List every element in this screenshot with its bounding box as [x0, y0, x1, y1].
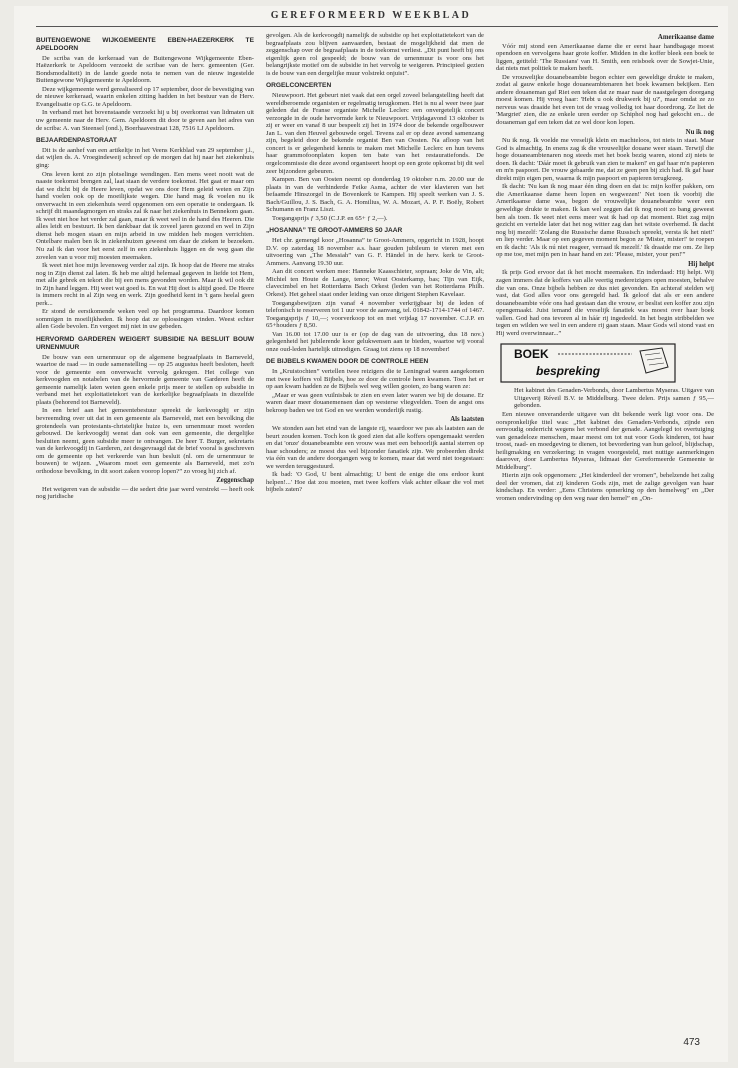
- paragraph: „Maar er was geen vuilnisbak te zien en even later waren we bij de douane. Er waren daar meer douanemensen dan op westerse vliegvelden. Toen de angst ons bekroop baden we tot God en we werden wonderlijk rustig.: [266, 391, 484, 414]
- paragraph: De bouw van een urnenmuur op de algemene begraafplaats in Barneveld, waartoe de raad — in oude samenstelling — op 25 augustus heeft besloten, heeft voor de gemeente een onverwacht vervolg gekregen. Het college van kerkvoogden en notabelen van de hervormde gemeente van Garderen heeft de gemeente namelijk laten weten geen enkele prijs meer te stellen op subsidie in verband met het exploitatietekort van de kerkelijke begraafplaats in diezelfde plaats (behorend tot Barneveld).: [36, 353, 254, 406]
- paragraph: gevolgen. Als de kerkvoogdij namelijk de subsidie op het exploitatietekort van de begraafplaats zou blijven aanvaarden, bestaat de mogelijkheid dat men de zeggenschap over de begraafplaats in de toekomst verliest. „Dit punt heeft bij ons eigenlijk geen rol gespeeld; de bouw van de urnenmuur is voor ons het belangrijkste motief om de subsidie in het vervolg te weigeren. Principieel gezien is de bouw van een dergelijke muur volstrekt onjuist”.: [266, 32, 484, 77]
- boekbespreking-logo: [500, 343, 676, 383]
- article-title-orgelconcerten: ORGELCONCERTEN: [266, 82, 332, 90]
- paragraph: Ons leven kent zo zijn plotselinge wendingen. Een mens weet nooit wat de naaste toekomst brengen zal, laat staan de verdere toekomst. Het gaat er maar om dat we dicht bij de Heere leven, opdat we ons door Hem geleid weten en Zijn hand voelen ook op de moeilijkste wegen. Die hand mag ik voelen nu ik onverwacht in een ziekenhuis werd opgenomen om een operatie te ondergaan. Ik schrijf dit maandagmorgen en straks zal ik naar het ziekenhuis in Bennekom gaan. Ik weet niet hoe het verder zal gaan, maar ik weet wel in de hand des Heeren. Die alles leidt en bestuurt. Ik ben dankbaar dat ik zoveel jaren gezond en wel in Zijn dienst heb mogen staan en mijn arbeid in uw midden heb mogen verrichten. Ontelbare malen ben ik in ziekenhuizen geweest om daar de zieken te bezoeken. Nu zal ik dan voor het eerst zelf in een ziekenhuis liggen en de weg gaan die zovelen van u voor mij moesten meemaken.: [36, 170, 254, 261]
- paragraph: De vrouwelijke douanebeambte begon echter een geweldige drukte te maken, zodat al gauw enkele hoge douaneambtenaren het boek kwamen bekijken. Een andere douaneman gaf Riet een teken dat ze maar naar de naastgelegen doorgang moest komen. Hij vroeg haar: 'Hebt u ook drukwerk bij u?', maar omdat ze zo nerveus was draaide het even tot de vraag volledig tot haar doordrong. Ze liet de 'Margriet' zien, die ze enkele uren eerder op Schiphol nog had gekocht en... de douaneman gaf een teken dat ze wel door kon lopen.: [496, 73, 714, 127]
- paragraph: Vóór mij stond een Amerikaanse dame die er eerst haar handbagage moest opendoen en vervolgens haar grote koffer. Midden in die koffer bleek een boek te liggen, getiteld: 'The Russians' van H. Smith, een reisboek over de Sowjet-Unie, dat niets met politiek te maken heeft.: [496, 42, 714, 73]
- paragraph: Deze wijkgemeente werd gerealiseerd op 17 september, door de bevestiging van de nieuwe kerkeraad, waarin enkelen zitting hadden in het bestuur van de Herv. Evangelisatie op G.G. te Apeldoorn.: [36, 85, 254, 108]
- subheading: Amerikaanse dame: [657, 34, 714, 41]
- paragraph: Het chr. gemengd koor „Hosanna” te Groot-Ammers, opgericht in 1928, hoopt D.V. op zaterdag 18 november a.s. haar gouden jubileum te vieren met een uitvoering van „The Messiah” van G. F. Händel in de herv. kerk te Groot-Ammers. Aanvang 19.30 uur.: [266, 237, 484, 267]
- subheading: Hij helpt: [688, 260, 714, 268]
- paragraph: Hierin zijn ook opgenomen: „Het kinderdeel der vromen”, behelzende het zalig deel der vromen, dat zij kinderen Gods zijn, met de zalige gevolgen van haar kindschap. En verder: „Eens Christens opmerking op den hemelweg” en „Der vromen ondervinding op den weg naar den hemel” en „On-: [496, 472, 714, 502]
- column-3: [496, 32, 714, 504]
- paragraph: Een nieuwe onveranderde uitgave van dit bekende werk ligt voor ons. De oorspronkelijke titel was: „Het kabinet des Genaden-Verbonds, zijnde een eenvoudig onderricht wegens het verbond der genade. Aangelegd tot overtuiging van genadeloze menschen, maar meest om tot nut voor Gods kinderen, tot haar troost, raad- en moedgeving te dienen, tot bevordering van hun geloof, blijdschap, heiligmaking en verzekering; in vragen voorgesteld, met nuttige aanmerkingen daarover, door Lambertus Myseras, lidmaat der Gereformeerde Gemeente te Middelburg”.: [496, 410, 714, 471]
- paragraph: Er stond de eerstkomende weken veel op het programma. Daardoor komen sommigen in moeilijkheden. Ik hoop dat ze oplossingen vinden. Weest echter allen Gode bevolen. En vergeet mij niet in uw gebeden.: [36, 308, 254, 331]
- paragraph: Het weigeren van de subsidie — die sedert drie jaar werd verstrekt — heeft ook nog juridische: [36, 485, 254, 501]
- newspaper-page: [14, 6, 728, 1062]
- masthead: GEREFORMEERD WEEKBLAD: [270, 10, 472, 21]
- paragraph: Toegangsbewijzen zijn vanaf 4 november verkrijgbaar bij de leden of telefonisch te reserveren tot 1 uur voor de aanvang, tel. 01842-1714-1744 of 1467. Toegangsprijs ƒ 10,—; voorverkoop tot en met vrijdag 17 november. C.J.P. en 65+houders ƒ 8,50.: [266, 299, 484, 330]
- paragraph: Toegangsprijs ƒ 3,50 (C.J.P. en 65+ ƒ 2,—).: [272, 214, 388, 222]
- article-title-garderen: HERVORMD GARDEREN WEIGERT SUBSIDIE NA BESLUIT BOUW URNENMUUR: [36, 335, 254, 351]
- paragraph: Ik dacht: 'Nu kan ik nog maar één ding doen en dat is: mijn koffer pakken, om die Amerikaanse dame heen lopen en wegwezen!' Net toen ik voorbij die Amerikaanse dame was, begon de vrouwelijke douanebeambte weer een geweldige drukte te maken. Ik kan wel zeggen dat ik nog nooit zo bang geweest ben als toen. Ik weet niet eens meer wat ik had op dat moment. Riet zag mijn gezicht en vertelde later dat het nog witter zag dan het witste overhemd. Ik dacht nog bij mezelf: 'Zolang die Russische dame Russisch spreekt, versta ik het niet!' en liep verder. Maar op een gegeven moment begon ze 'Mister, mister!' te roepen en ik dacht: 'Als ik nú niet reageer, verraad ik mezelf.' Ik draaide me om. Ze liep op me toe, met mijn pen in haar hand en zei: 'Please, mister, your pen!'”: [496, 183, 714, 259]
- paragraph: In een brief aan het gemeentebestuur spreekt de kerkvoogdij er zijn bevreemding over uit dat in een gemeente als Barneveld, met een bevolking die grotendeels van protestants-christelijke huize is, een urnenmuur moet worden gebouwd. De kerkvoogdij wenst dan ook van een gemeente, die dergelijke besluiten neemt, geen subsidie meer te ontvangen. De heer T. Burger, sekretaris van de kerkvoogdij in Garderen, zei desgevraagd dat de brief vooral is geschreven om de gemeente op het verkeerde van hun besluit (nl. om de urnenmuur te bouwen) te wijzen. „Waarom moet een gemeente als Barneveld, met zo'n orthodoxe bevolking, in dit soort zaken voorop lopen?” zo vroeg hij zich af.: [36, 407, 254, 475]
- logo-word-bespreking: bespreking: [536, 364, 601, 379]
- paragraph: Ik prijs God ervoor dat ik het mocht meemaken. En inderdaad: Hij helpt. Wij zagen immers dat de koffers van alle veertig medereizigers open moesten, behalve die van ons. Onze bijbels hebben ze dus niet gevonden. En achteraf stelden wij vast, dat God alles voor ons geregeld had. Ik geloof dat als er een andere douanebeambte vóór ons had gestaan dan die vrouw, er beslist een koffer zou zijn opengemaakt. Juist iemand die vreselijk fanatiek was moest over haar boek vallen. God had ons tevoren al in háár rij ingedeeld. In het begin stribbelden we tegen en wilden we wel in een andere rij gaan staan. Maar Gods wil stond vast en Hij werd overwinnaar...”: [496, 269, 714, 337]
- paragraph: Ik bad: 'O God, U bent almachtig; U bent de enige die ons erdoor kunt helpen!...' Hoe dat zou moeten, met twee koffers vlak achter elkaar die vol met bijbels zaten?: [266, 471, 484, 494]
- paragraph: Nu ik nog. Ik voelde me vreselijk klein en machteloos, tot niets in staat. Maar God is almachtig. In enens zag ik die vrouwelijke douane weer staan. Terwijl die hoge douaneambtenaren nog steeds met het boek bezig waren, stond zij niets te doen. Ik dacht: 'Dáár moet ik gebruik van zien te maken!' en gaf haar m'n papieren en m'n paspoort. De vrouw gebaarde me, dat ze geen pen bij zich had. Ik gaf haar direkt mijn eigen pen, waarna ik mijn paspoort en papieren terugkreeg.: [496, 137, 714, 182]
- paragraph: Kampen. Ben van Oosten neemt op donderdag 19 oktober n.m. 20.00 uur de plaats in van de verhinderde Feike Asma, achter de vier klavieren van het befaamde Hinszorgel in de Bovenkerk te Kampen. Hij speelt werken van J. S. Bach/Guillou, J. S. Bach, G. A. Homilius, W. A. Mozart, A. P. F. Boëly, Robert Schumann en Franz Liszt.: [266, 176, 484, 214]
- paragraph: Dit is de aanhef van een artikeltje in het Veens Kerkblad van 29 september j.l., dat wijlen ds. A. Vroegindeweij schreef op de morgen dat hij naar het ziekenhuis ging:: [36, 146, 254, 169]
- paragraph: Aan dit concert werken mee: Hanneke Kaasschieter, sopraan; Joke de Vin, alt; Michiel ten Houte de Lange, tenor; Wout Oosterkamp, bas; Tijn van Eijk, clavecimbel en het Rotterdams Bach Orkest (leden van het Rotterdams Philh. Orkest). Het geheel staat onder leiding van onze dirigent Stephen Kavelaar.: [266, 268, 484, 298]
- article-title-wijkgemeente: BUITENGEWONE WIJKGEMEENTE EBEN-HAEZERKERK TE APELDOORN: [36, 37, 254, 52]
- header-rule: [36, 26, 718, 27]
- column-2: [266, 32, 484, 495]
- book-info: Het kabinet des Genaden-Verbonds, door Lambertus Myseras. Uitgave van Uitgeverij Réveil B.V. te Middelburg. Twee delen. Prijs samen ƒ 95,— gebonden.: [514, 387, 714, 410]
- subheading: Nu ik nog: [685, 128, 714, 136]
- paragraph: Van 16.00 tot 17.00 uur is er (op de dag van de uitvoering, dus 18 nov.) gelegenheid het jubilerende koor gelukwensen aan te bieden, waartoe wij vooral onze oud-leden hartelijk uitnodigen. Graag tot ziens op 18 november!: [266, 330, 484, 353]
- paragraph: We stonden aan het eind van de langste rij, waardoor we pas als laatsten aan de beurt zouden komen. Toch kon ik goed zien dat alle koffers opengemaakt werden en dat 'onze' douanebeambte een vrouw was met een behoorlijk aantal sterren op haar schouders; ze moest dus wel bijzonder fanatiek zijn. We probeerden direkt via één van de andere doorgangen weg te komen, maar dat werd niet toegestaan: we werden teruggestuurd.: [266, 425, 484, 470]
- logo-word-boek: BOEK: [514, 347, 549, 362]
- paragraph: In verband met het bovenstaande verzoekt hij u bij overkomst van lidmaten uit uw gemeente naar de Herv. Gem. Apeldoorn dit door te geven aan het adres van de scriba: A. van Steensel (ond.), Boerhaavestraat 128, 7516 LJ Apeldoorn.: [36, 109, 254, 132]
- paragraph: Nieuwpoort. Het gebeurt niet vaak dat een orgel zoveel belangstelling heeft dat wereldberoemde organisten er regelmatig terugkomen. Het is nu al weer twee jaar geleden dat de Franse organiste Michelle Leclerc een onvergetelijk concert verzorgde in de oude hervormde kerk te Nieuwpoort. Vrijdagavond 13 oktober is zij er weer en vanaf 8 uur bespeelt zij het in 1974 door de bekende orgelbouwer Jan L. van den Heuvel gebouwde orgel. Tevens zal er op deze avond samenzang zijn, begeleid door de bekende organist Ben van Oosten. Na afloop van het concert is er gelegenheid kennis te maken met Michelle Leclerc en hun tevens haar grammofoonplaten kopen ten bate van het restauratiefonds. De orgelcommissie die deze avond organiseert hoopt op een grote opkomst bij dit wel zeer bijzondere gebeuren.: [266, 92, 484, 175]
- paragraph: De scriba van de kerkeraad van de Buitengewone Wijkgemeente Eben-Haëzerkerk te Apeldoorn verzoekt de scribae van de herv. gemeenten (Ger. Bondsmodaliteit) in de lande goede nota te nemen van de nieuw ingestelde Buitengewone Wijkgemeente te Apeldoorn.: [36, 54, 254, 85]
- column-1: [36, 32, 254, 502]
- article-title-hosanna: „HOSANNA” TE GROOT-AMMERS 50 JAAR: [266, 227, 403, 235]
- article-title-bijbels: DE BIJBELS KWAMEN DOOR DE CONTROLE HEEN: [266, 358, 429, 366]
- paragraph: In „Kruistochten” vertellen twee reizigers die te Leningrad waren aangekomen met twee koffers vol Bijbels, hoe ze door de controle heen kwamen. Toen het er op aan kwam hadden ze de Bijbels wel weg willen gooien, zo bang waren ze:: [266, 368, 484, 391]
- page-number: 473: [683, 1037, 700, 1048]
- article-title-bejaardenpastoraat: BEJAARDENPASTORAAT: [36, 137, 117, 145]
- subheading: Als laatsten: [450, 416, 484, 424]
- paragraph: Ik weet niet hoe mijn levensweg verder zal zijn. Ik hoop dat de Heere me straks nog in Zijn dienst zal laten. Ik heb me altijd helemaal gegeven in liefde tot Hem, met alle gebrek en tekort die bij een mens gevonden worden. Maar ik wil ook dit in Zijn hand leggen. Hij weet wat goed is. En wat Hij doet is altijd goed. De Heere is immers recht in al Zijn weg en werk. Zijn goedheid kent in 't gans heelal geen perk...: [36, 262, 254, 307]
- subheading: Zeggenschap: [216, 477, 254, 485]
